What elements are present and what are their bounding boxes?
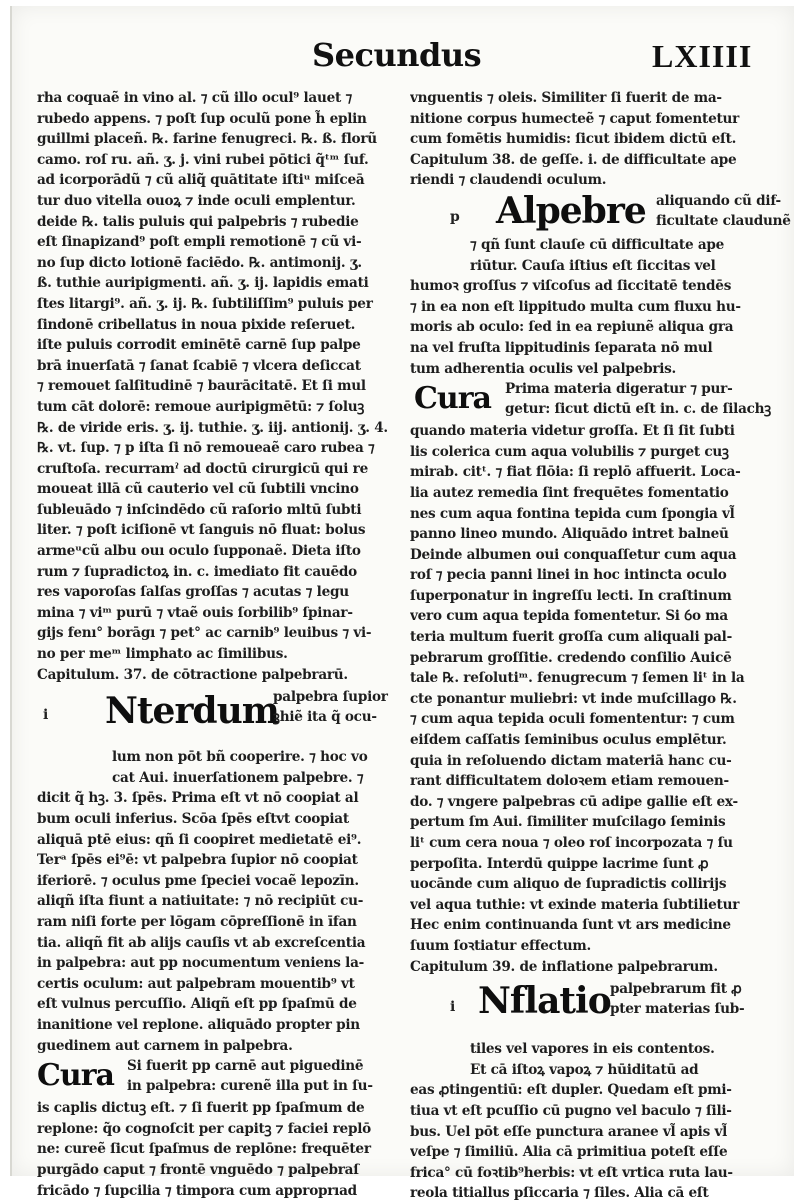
- text-line: gijs fenı° borāgı ⁊ pet° ac carnib⁹ leuibus ⁊ vi-: [37, 625, 372, 642]
- text-line: Capitulum. 37. de cōtractione palpebrarū.: [37, 666, 348, 683]
- text-line: cruſtoſa. recurramˀ ad doctū cirurgicū qui re: [37, 460, 368, 477]
- right-chapter-opening: [410, 189, 791, 235]
- text-line: pebrarum groſſitie. credendo conſilio Auicē: [410, 649, 732, 666]
- cura-initial-word: Cura: [37, 1058, 114, 1094]
- text-line: no ſup dicto lotionē faciēdo. ℞. antimonij. ʒ.: [37, 254, 362, 271]
- cura-initial-word: Cura: [414, 381, 491, 417]
- text-line: tum cāt dolorē: remoue auripigmētū: ⁊ ſoluꝫ: [37, 398, 365, 415]
- text-line: fricādo ⁊ ſupcilia ⁊ timpora cum approprıad: [37, 1182, 357, 1199]
- text-line: tia. aliqñ fit ab alijs cauſis vt ab excreſcentia: [37, 934, 366, 951]
- right-cura-heading: [410, 379, 775, 421]
- initial-side-line-2: ꝫhiẽ ita q̃ ocu-: [273, 709, 377, 726]
- text-line: rubedo appens. ⁊ poſt ſup oculũ pone h̃ eplin: [37, 110, 367, 127]
- guide-letter: i: [450, 999, 456, 1016]
- initial-side-line-1: palpebrarum fit ꝓ: [610, 981, 742, 998]
- text-line: ⁊ qñ ſunt clauſe cū difficultate ape: [470, 236, 725, 253]
- text-line: tur duo vitella ouoꝝ ⁊ inde oculi emplentur.: [37, 192, 356, 209]
- text-line: roſ ⁊ pecia panni linei in hoc intincta oculo: [410, 567, 727, 584]
- text-line: pertum ſm Aui. ſimiliter muſcilago ſeminis: [410, 814, 726, 831]
- text-line: lia autez remedia ſint frequētes fomentatio: [410, 484, 729, 501]
- text-line: ſindonē cribellatus in noua pixide reſeruet.: [37, 316, 356, 333]
- text-line: certis oculum: aut palpebram mouentib⁹ vt: [37, 975, 355, 992]
- text-line: eiſdem caſſatis ſeminibus oculus emplētur.: [410, 732, 727, 749]
- text-line: eas ꝓtingentiū: eſt dupler. Quedam eſt pmi-: [410, 1082, 732, 1099]
- text-line: rum ⁊ ſupradictoꝝ in. c. imediato fit cauēdo: [37, 563, 357, 580]
- text-line: humoꝛ groſſus ⁊ viſcoſus ad ſiccitatē tendēs: [410, 278, 732, 295]
- text-line: do. ⁊ vngere palpebras cū adipe gallie eſt ex-: [410, 793, 738, 810]
- text-line: riūtur. Cauſa iſtius eſt ſiccitas vel: [470, 257, 716, 274]
- text-line: vero cum aqua tepida fomentetur. Si ỽo ma: [410, 608, 728, 625]
- text-line: lis colerica cum aqua volubilis ⁊ purget cuꝫ: [410, 443, 729, 460]
- text-line: inanitione vel replone. aliquādo propter pin: [37, 1016, 360, 1033]
- text-line: riendi ⁊ claudendi oculum.: [410, 172, 607, 189]
- guide-letter: p: [450, 208, 460, 225]
- guide-letter: i: [43, 707, 49, 724]
- decorated-initial-word: Alpebre: [496, 189, 646, 232]
- right-text-block-3: [410, 421, 775, 977]
- text-line: tiua vt eſt pcuſſio cū pugno vel baculo ⁊ ſili-: [410, 1102, 732, 1119]
- text-line: Terᵃ ſpēs ei⁹ē: vt palpebra ſupior nō coopiat: [37, 852, 358, 869]
- text-line: rha coquaẽ in vino al. ⁊ cũ illo ocul⁹ lauet ⁊: [37, 90, 352, 106]
- text-line: bus. Uel pōt eſſe punctura aranee vl̃ apis vl̃: [410, 1123, 728, 1140]
- text-line: iſte puluis corrodit eminētē carnē ſup palpe: [37, 337, 361, 354]
- left-chapter-opening: [37, 685, 402, 747]
- right-column: [410, 88, 791, 1204]
- text-line: dicit q̃ hꝫ. 3. ſpēs. Prima eſt vt nō coopiat al: [37, 790, 359, 807]
- text-line: veſpe ⁊ ſimiliū. Alia cā primitiua poteſt eſſe: [410, 1144, 728, 1161]
- text-line: aliqñ iſta fiunt a natiuitate: ⁊ nō recipiūt cu-: [37, 893, 364, 910]
- text-line: brā inuerſatā ⁊ ſanat ſcabiē ⁊ vlcera deſiccat: [37, 357, 361, 374]
- right-text-block-2: [410, 235, 775, 379]
- left-text-block-3: [37, 1098, 402, 1201]
- text-line: Capitulum 38. de geſſe. i. de difficultate ape: [410, 151, 737, 168]
- right-text-block-4: [410, 1039, 775, 1204]
- text-line: ſtes litargi⁹. añ. ʒ. ij. ℞. ſubtiliſſim⁹ puluis per: [37, 295, 373, 312]
- text-line: ne: cureẽ ſicut ſpaſmus de replōne: frequēter: [37, 1141, 371, 1158]
- text-line: replone: q̃o cognoſcit per capitꝫ ⁊ faciei replō: [37, 1120, 371, 1137]
- text-line: res vaporoſas ſalſas groſſas ⁊ acutas ⁊ legu: [37, 584, 349, 601]
- text-line: mina ⁊ viᵐ purū ⁊ vtaẽ ouis ſorbilib⁹ ſpinar-: [37, 604, 353, 621]
- text-line: eſt vulnus percuſſio. Aliqñ eſt pp ſpaſmū de: [37, 996, 357, 1013]
- text-line: reola titiallus pſiccaria ⁊ ſiles. Alia cā eſt: [410, 1185, 709, 1202]
- text-line: ⁊ remouet ſalſitudinē ⁊ baurācitatē. Et ſi mul: [37, 378, 366, 395]
- text-line: ſuperponatur in ingreſſu lecti. In craſtinum: [410, 587, 732, 604]
- text-line: ⁊ in ea non eſt lippitudo multa cum fluxu hu-: [410, 298, 741, 315]
- text-line: cum fomētis humidis: ſicut ibidem dictū eſt.: [410, 131, 737, 148]
- text-line: Deinde albumen oui conquaſſetur cum aqua: [410, 546, 737, 563]
- text-line: in palpebra: aut pp nocumentum veniens la-: [37, 955, 365, 972]
- initial-side-line-1: palpebra ſupior: [273, 689, 388, 706]
- left-text-block-1: [37, 88, 402, 685]
- text-line: tiles vel vapores in eis contentos.: [470, 1041, 715, 1058]
- text-line: ⁊ cum aqua tepida oculi fomententur: ⁊ cum: [410, 711, 735, 728]
- folio-number: LXIIII: [652, 38, 753, 74]
- text-line: guillmi placeñ. ℞. farine fenugreci. ℞. ß. florũ: [37, 131, 377, 148]
- decorated-initial-word: Nflatio: [478, 980, 611, 1023]
- text-line: armeᵘcũ albu ouı oculo ſupponaẽ. Dieta iſto: [37, 543, 361, 560]
- text-line: ad icorporādũ ⁊ cũ aliq̃ quātitate iſtiᵘ miſceā: [37, 172, 365, 189]
- initial-side-line-1: aliquando cũ dif-: [656, 192, 781, 209]
- text-line: Et cā iſtoꝝ vapoꝝ ⁊ hūiditatū ad: [470, 1061, 699, 1078]
- text-line: nes cum aqua fontina tepida cum ſpongia vl̃: [410, 505, 735, 522]
- text-line: is caplis dictuꝫ eſt. ⁊ ſi fuerit pp ſpaſmum de: [37, 1100, 365, 1117]
- text-line: quia in reſoluendo dictam materiā hanc cu-: [410, 752, 732, 769]
- text-line: cat Aui. inuerſationem palpebre. ⁊: [112, 769, 364, 786]
- left-column: [37, 88, 402, 1201]
- text-line: cte ponantur muliebri: vt inde muſcillago ℞.: [410, 690, 737, 707]
- text-line: iferiorē. ⁊ oculus pme ſpeciei vocaẽ lepozīn.: [37, 872, 359, 889]
- cura-side-line-1: Prima materia digeratur ⁊ pur-: [505, 381, 733, 398]
- left-text-block-2: [37, 747, 402, 1056]
- text-line: tum adherentia oculis vel palpebris.: [410, 360, 677, 377]
- text-line: deide ℞. talis puluis qui palpebris ⁊ rubedie: [37, 213, 359, 230]
- text-line: moris ab oculo: ſed in ea repiunẽ aliqua gra: [410, 319, 734, 336]
- text-line: ſubleuādo ⁊ inſcindēdo cũ raſorio mltū ſubti: [37, 501, 362, 518]
- text-line: bum oculi inferius. Scōa ſpēs eſtvt coopiat: [37, 811, 349, 827]
- text-line: camo. roſ ru. añ. ʒ. j. vini rubei pōtici q̃ᵗᵐ ſuf.: [37, 151, 369, 168]
- text-line: quando materia videtur groſſa. Et ſi ſit ſubti: [410, 423, 735, 440]
- text-line: liter. ⁊ poſt iciſionē vt ſanguis nō fluat: bolus: [37, 522, 366, 539]
- initial-side-line-2: pter materias ſub-: [610, 1001, 745, 1018]
- text-line: ß. tuthie auripigmenti. añ. ʒ. ij. lapidis emati: [37, 275, 369, 292]
- right-chapter-opening-2: [410, 977, 775, 1039]
- text-line: Hec enim continuanda ſunt vt ars medicine: [410, 917, 731, 934]
- text-line: Capitulum 39. de inflatione palpebrarum.: [410, 958, 718, 975]
- text-line: perpoſita. Interdū quippe lacrime ſunt ꝓ: [410, 855, 709, 872]
- text-line: frica° cū foꝛtib⁹herbis: vt eſt vrtica ruta lau-: [410, 1164, 733, 1181]
- running-head: Secundus: [312, 36, 482, 74]
- text-line: eſt ſinapizand⁹ poſt empli remotionē ⁊ cũ vi-: [37, 234, 362, 251]
- text-line: vel aqua tuthie: vt exinde materia ſubtilietur: [410, 896, 740, 913]
- text-line: rant difficultatem doloꝛem etiam remouen-: [410, 773, 729, 790]
- cura-side-line-2: getur: ſicut dictū eſt in. c. de ſilachꝫ: [505, 401, 771, 418]
- cura-side-line-1: Si fuerit pp carnē aut piguedinē: [127, 1058, 364, 1075]
- text-line: ℞. de viride eris. ʒ. ij. tuthie. ʒ. iij. antionij. ʒ. 4.: [37, 419, 388, 436]
- book-page: [10, 6, 794, 1202]
- text-line: liᵗ cum cera noua ⁊ oleo roſ incorpozata ⁊ ſu: [410, 835, 733, 851]
- text-line: aliquā ptē eius: qñ ſi coopiret medietatē ei⁹.: [37, 831, 362, 848]
- text-line: na vel fruſta lippitudinis ſeparata nō mul: [410, 339, 713, 356]
- right-text-block-1: [410, 88, 775, 191]
- text-line: panno lineo mundo. Aliquādo intret balneū: [410, 526, 729, 543]
- text-line: guedinem aut carnem in palpebra.: [37, 1037, 293, 1054]
- text-line: purgādo caput ⁊ frontē vnguēdo ⁊ palpebraſ: [37, 1161, 359, 1178]
- text-line: uocānde cum aliquo de ſupradictis collirijs: [410, 876, 727, 893]
- cura-side-line-2: in palpebra: curenẽ illa put in ſu-: [127, 1078, 373, 1095]
- text-line: vnguentis ⁊ oleis. Similiter ſi fuerit de ma-: [410, 90, 722, 106]
- text-line: ℞. vt. ſup. ⁊ p iſta ſi nō remoueaẽ caro rubea ⁊: [37, 440, 375, 457]
- initial-side-line-2: ficultate claudunẽ: [656, 212, 791, 229]
- text-line: moueat illā cũ cauterio vel cũ ſubtili vncino: [37, 481, 359, 498]
- text-line: teria multum fuerit groſſa cum aliquali pal-: [410, 629, 732, 646]
- text-line: tale ℞. reſolutiᵐ. fenugrecum ⁊ ſemen liᵗ in la: [410, 670, 745, 687]
- decorated-initial-word: Nterdum: [105, 690, 279, 733]
- left-cura-heading: [37, 1056, 402, 1098]
- text-line: no per meᵐ limphato ac ſimilibus.: [37, 646, 288, 663]
- text-line: lum non pōt bñ cooperire. ⁊ hoc vo: [112, 749, 368, 766]
- text-line: ram niſi forte per lōgam cōpreſſionē in īfan: [37, 913, 357, 930]
- text-line: mirab. citᵗ. ⁊ fiat flōia: ſi replō affuerit. Loca-: [410, 464, 741, 481]
- text-line: ſuum ſoꝛtiatur effectum.: [410, 937, 591, 954]
- text-line: nitione corpus humecteẽ ⁊ caput fomentetur: [410, 110, 740, 127]
